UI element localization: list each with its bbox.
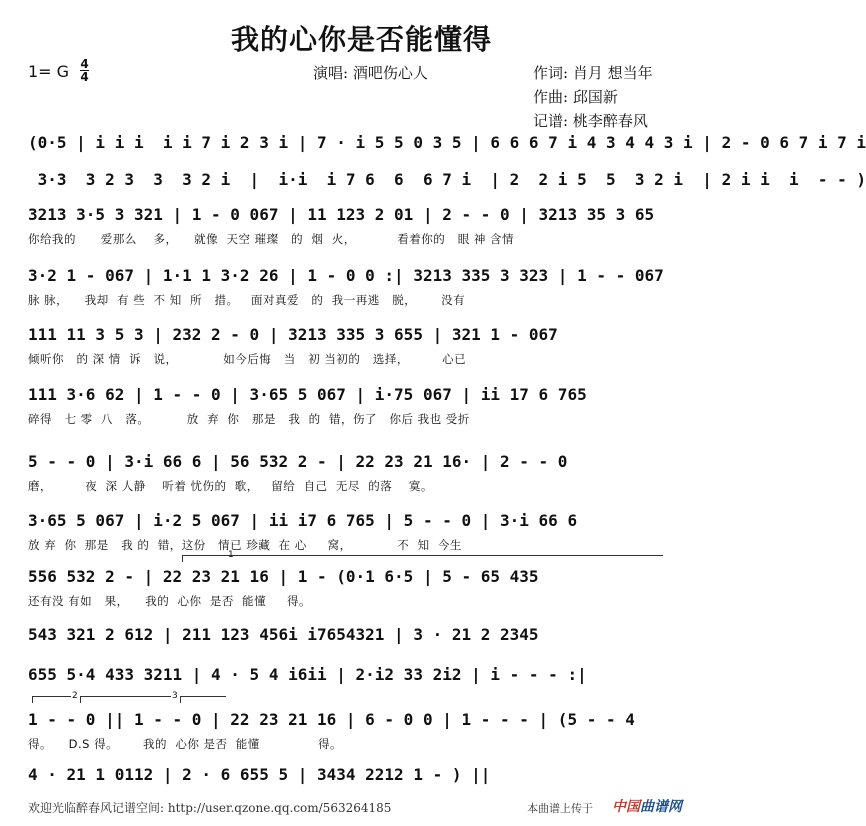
lyric-line: 倾听你 的 深 情 诉 说， 如今后悔 当 初 当初的 选择， 心已 bbox=[28, 352, 467, 366]
footer-upload-note: 本曲谱上传于 bbox=[527, 802, 593, 815]
lyric-line: 脉 脉， 我却 有 些 不 知 所 措。 面对真爱 的 我一再逃 脱， 没有 bbox=[28, 293, 466, 307]
notation-line: 1 - - 0 || 1 - - 0 | 22 23 21 16 | 6 - 0 0 | 1 - - - | (5 - - 4 bbox=[28, 710, 635, 729]
lyricist-credit: 作词: 肖月 想当年 bbox=[533, 64, 653, 82]
site-logo-blue: 曲谱网 bbox=[640, 799, 682, 815]
lyric-line: 磨， 夜 深 人静 听着 忧伤的 歌， 留给 自己 无尽 的落 寞。 bbox=[28, 479, 433, 493]
composer-credit: 作曲: 邱国新 bbox=[533, 88, 618, 106]
site-logo-red: 中国 bbox=[612, 799, 640, 815]
time-signature-top: 4 bbox=[80, 57, 89, 71]
song-title: 我的心你是否能懂得 bbox=[230, 23, 492, 56]
lyric-line: 还有没 有如 果， 我的 心你 是否 能懂 得。 bbox=[28, 594, 311, 608]
notation-line: 556 532 2 - | 22 23 21 16 | 1 - (0·1 6·5 | 5 - 65 435 bbox=[28, 567, 539, 586]
notation-line: 5 - - 0 | 3·i 66 6 | 56 532 2 - | 22 23 21 16· | 2 - - 0 bbox=[28, 452, 568, 471]
notation-line: 111 11 3 5 3 | 232 2 - 0 | 3213 335 3 655 | 321 1 - 067 bbox=[28, 325, 558, 344]
notation-line: 3·65 5 067 | i·2 5 067 | ii i7 6 765 | 5 - - 0 | 3·i 66 6 bbox=[28, 511, 578, 530]
notation-line: 543 321 2 612 | 211 123 456i i7654321 | 3 · 21 2 2345 bbox=[28, 625, 539, 644]
lyric-line: 放 弃 你 那是 我 的 错，这份 情已 珍藏 在 心 窝， 不 知 今生 bbox=[28, 538, 462, 552]
time-signature bbox=[80, 58, 89, 83]
transcriber-credit: 记谱: 桃李醉春风 bbox=[533, 112, 648, 130]
volta-3-line bbox=[180, 696, 226, 703]
key-signature: 1= G bbox=[28, 62, 70, 81]
time-signature-bottom: 4 bbox=[80, 70, 89, 84]
volta-2-start bbox=[32, 696, 71, 703]
volta-2-line bbox=[80, 696, 171, 703]
notation-line: 3·2 1 - 067 | 1·1 1 3·2 26 | 1 - 0 0 :| 3213 335 3 323 | 1 - - 067 bbox=[28, 266, 664, 285]
footer-website: 欢迎光临醉春风记谱空间: http://user.qzone.qq.com/563264185 bbox=[28, 801, 392, 815]
notation-line: 3·3 3 2 3 3 3 2 i | i·i i 7 6 6 6 7 i | 2 2 i 5 5 3 2 i | 2 i i i - - ) bbox=[28, 170, 866, 189]
volta-3-number: 3 bbox=[172, 691, 178, 701]
lyric-line: 你给我的 爱那么 多， 就像 天空 璀璨 的 烟 火， 看着你的 眼 神 含情 bbox=[28, 232, 515, 246]
volta-2-number: 2 bbox=[72, 691, 78, 701]
notation-line: 3213 3·5 3 321 | 1 - 0 067 | 11 123 2 01 | 2 - - 0 | 3213 35 3 65 bbox=[28, 205, 655, 224]
volta-1 bbox=[182, 555, 663, 562]
notation-line: (0·5 | i i i i i 7 i 2 3 i | 7 · i 5 5 0 3 5 | 6 6 6 7 i 4 3 4 4 3 i | 2 - 0 6 7 i 7 i bbox=[28, 133, 866, 152]
notation-line: 111 3·6 62 | 1 - - 0 | 3·65 5 067 | i·75 067 | ii 17 6 765 bbox=[28, 385, 587, 404]
notation-line: 4 · 21 1 0112 | 2 · 6 655 5 | 3434 2212 1 - ) || bbox=[28, 765, 491, 784]
site-logo bbox=[612, 796, 682, 816]
notation-line: 655 5·4 433 3211 | 4 · 5 4 i6ii | 2·i2 33 2i2 | i - - - :| bbox=[28, 665, 587, 684]
volta-1-number: 1 bbox=[228, 550, 234, 560]
lyric-line: 碎得 七 零 八 落。 放 弃 你 那是 我 的 错，伤了 你后 我也 受折 bbox=[28, 412, 470, 426]
lyric-line: 得。 D.S 得。 我的 心你 是否 能懂 得。 bbox=[28, 737, 342, 751]
singer-credit: 演唱: 酒吧伤心人 bbox=[313, 64, 428, 82]
